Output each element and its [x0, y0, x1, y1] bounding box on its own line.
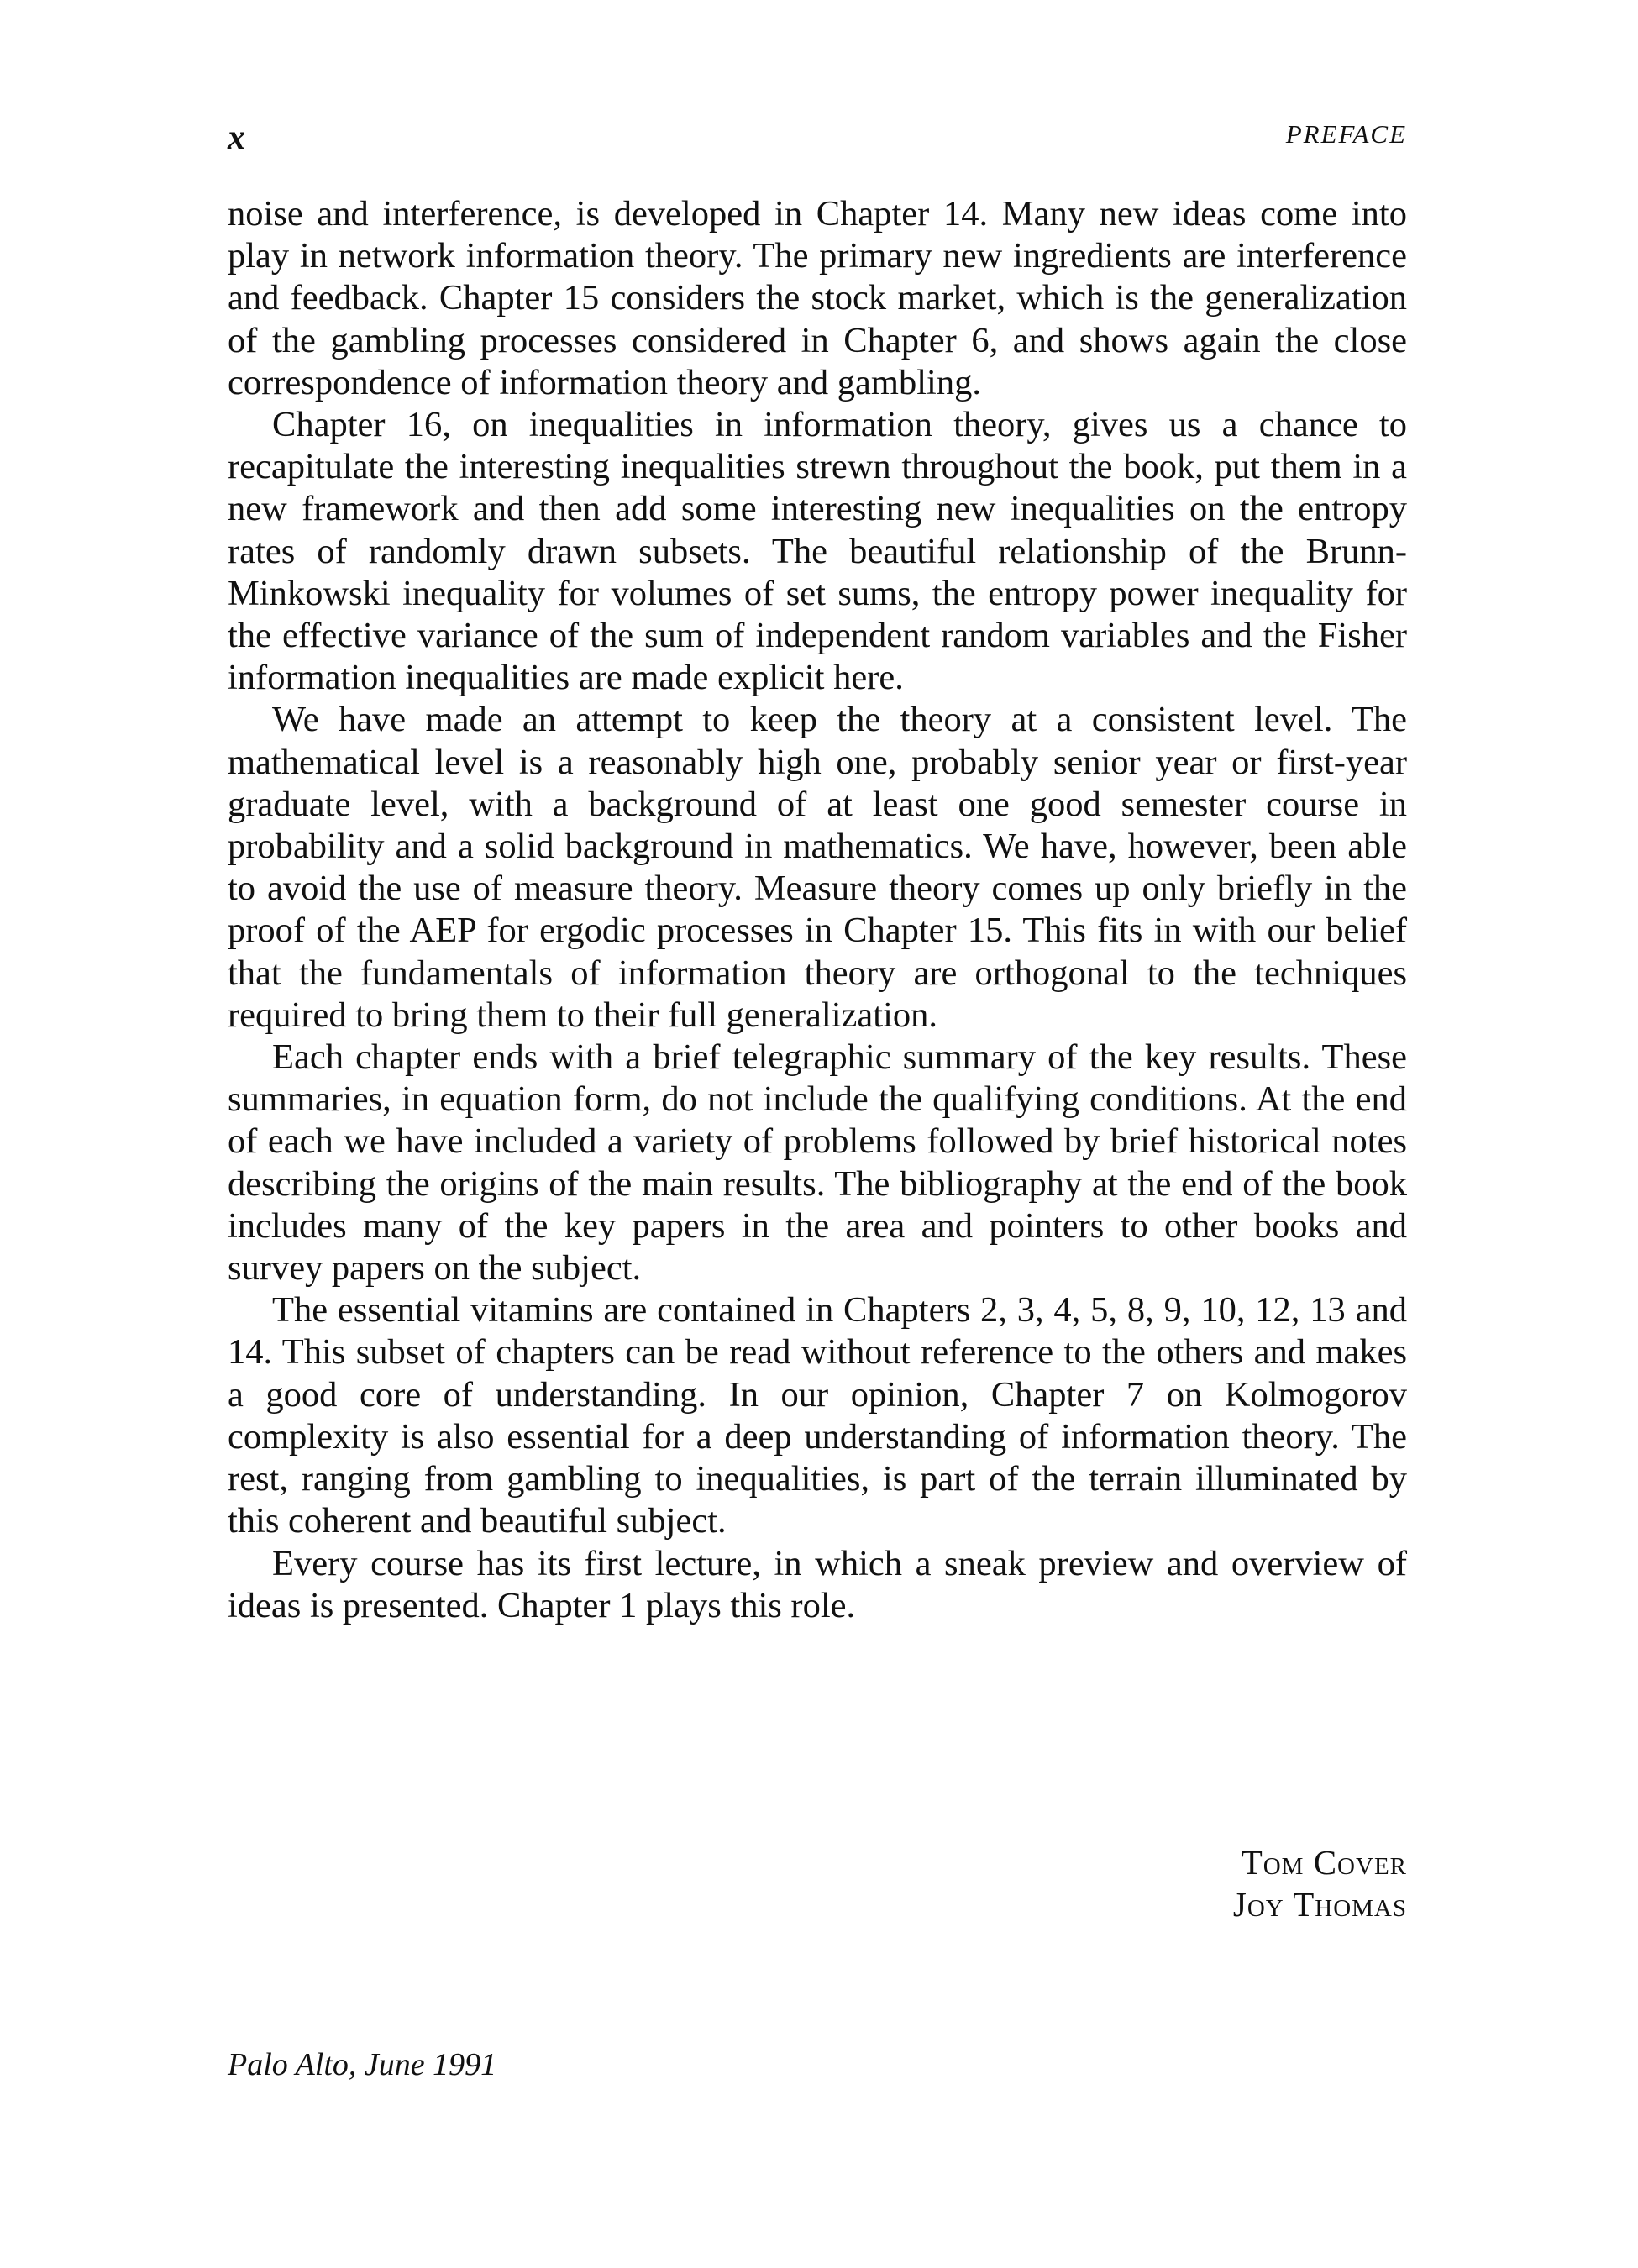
paragraph-theory-level: We have made an attempt to keep the theory at a consistent level. The mathematical level is a reasonably high one, probably senior year or first-year graduate level, with a background of at least one good semester course in probability and a solid background in mathematics. We have, however, been able to avoid the use of measure theory. Measure theory comes up only briefly in the proof of the AEP for ergodic processes in Chapter 15. This fits in with our belief that the fundamentals of information theory are orthogonal to the techniques required to bring them to their full generalization.	[228, 700, 1407, 1035]
author-name: Joy Thomas	[1232, 1885, 1407, 1924]
body-text	[228, 193, 1407, 1627]
paragraph-first-lecture: Every course has its first lecture, in which a sneak preview and overview of ideas is presented. Chapter 1 plays this role.	[228, 1543, 1407, 1625]
place-date: Palo Alto, June 1991	[228, 2047, 497, 2082]
author-name: Tom Cover	[1241, 1843, 1407, 1882]
paragraph-chapter-summaries: Each chapter ends with a brief telegraphic summary of the key results. These summaries, in equation form, do not include the qualifying conditions. At the end of each we have included a variety of problems followed by brief historical notes describing the origins of the main results. The bibliography at the end of the book includes many of the key papers in the area and pointers to other books and survey papers on the subject.	[228, 1037, 1407, 1289]
paragraph-continued: noise and interference, is developed in Chapter 14. Many new ideas come into play in network information theory. The primary new ingredients are interference and feedback. Chapter 15 considers the stock market, which is the generalization of the gambling processes considered in Chapter 6, and shows again the close correspondence of information theory and gambling.	[228, 194, 1407, 402]
section-title: PREFACE	[1285, 119, 1407, 149]
paragraph-chapter-16: Chapter 16, on inequalities in information theory, gives us a chance to recapitulate the interesting inequalities strewn throughout the book, put them in a new framework and then add some interesting new inequalities on the entropy rates of randomly drawn subsets. The beautiful relationship of the Brunn-Minkowski inequality for volumes of set sums, the entropy power inequality for the effective variance of the sum of independent random variables and the Fisher information inequalities are made explicit here.	[228, 405, 1407, 698]
paragraph-essential-chapters: The essential vitamins are contained in Chapters 2, 3, 4, 5, 8, 9, 10, 12, 13 and 14. This subset of chapters can be read without reference to the others and makes a good core of understanding. In our opinion, Chapter 7 on Kolmogorov complexity is also essential for a deep understanding of information theory. The rest, ranging from gambling to inequalities, is part of the terrain illuminated by this coherent and beautiful subject.	[228, 1290, 1407, 1541]
author-signatures	[1233, 1841, 1407, 1925]
page-number: x	[228, 118, 245, 157]
running-head	[228, 118, 1407, 160]
